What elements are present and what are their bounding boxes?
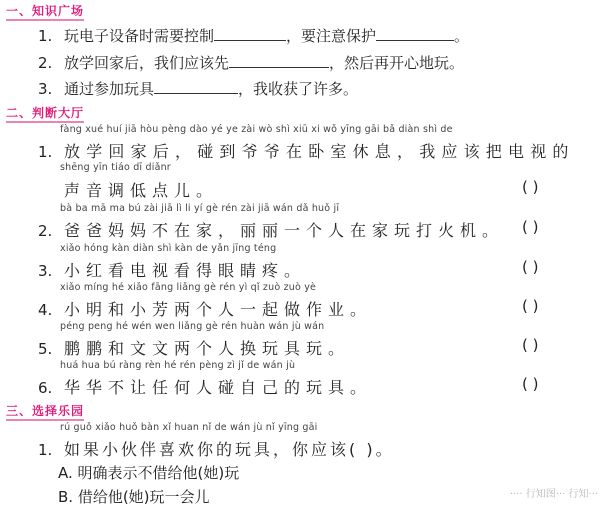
- header-underline: [6, 121, 84, 123]
- pinyin-row: fàng xué huí jiā hòu pèng dào yé ye zài wò shì xiū xi wǒ yīng gāi bǎ diàn shì de: [60, 124, 453, 135]
- answer-blank[interactable]: [154, 79, 238, 94]
- header-underline: [6, 19, 84, 21]
- watermark: ···· 行知图··· 行知···: [509, 489, 598, 500]
- question-text-part: 玩电子设备时需要控制: [64, 27, 215, 45]
- answer-parentheses[interactable]: ( ): [522, 336, 539, 354]
- judge-question-5: [38, 336, 350, 359]
- answer-blank[interactable]: [214, 26, 286, 41]
- question-text: 华华不让任何人碰自己的玩具。: [64, 378, 373, 397]
- answer-parentheses[interactable]: ( ): [522, 297, 539, 315]
- fill-question-1: [38, 25, 469, 46]
- pinyin-row: shēng yīn tiáo dī diǎnr: [60, 162, 171, 173]
- question-number: 5.: [38, 340, 53, 358]
- pinyin-row: xiǎo míng hé xiǎo fāng liǎng gè rén yì qǐ zuò zuò yè: [60, 282, 317, 293]
- question-text-part: 放学回家后，我们应该先: [64, 54, 230, 72]
- question-text-continued: 声音调低点儿。: [64, 181, 219, 200]
- pinyin-row: péng peng hé wén wen liǎng gè rén huàn wán jù wán: [60, 321, 325, 332]
- choice-question-1: [38, 437, 395, 460]
- section-header-choice: [6, 402, 84, 419]
- answer-blank[interactable]: [376, 26, 454, 41]
- question-text: 如果小伙伴喜欢你的玩具，你应该( )。: [64, 440, 395, 459]
- question-text: 小明和小芳两个人一起做作业。: [64, 300, 373, 319]
- question-number: 6.: [38, 379, 53, 397]
- question-number: 2.: [38, 222, 53, 240]
- question-number: 2.: [38, 54, 53, 72]
- question-text-part: ，要注意保护: [286, 27, 377, 45]
- question-text: 鹏鹏和文文两个人换玩具玩。: [64, 339, 351, 358]
- pinyin-row: rú guǒ xiǎo huǒ bàn xǐ huan nǐ de wán jù nǐ yīng gāi: [60, 422, 318, 433]
- question-text-part: 。: [454, 27, 470, 45]
- question-number: 3.: [38, 80, 53, 98]
- judge-question-3: [38, 258, 306, 281]
- question-text: 爸爸妈妈不在家，丽丽一个人在家玩打火机。: [64, 221, 505, 240]
- header-underline: [6, 419, 84, 421]
- question-number: 1.: [38, 143, 53, 161]
- question-text-part: 通过参加玩具: [64, 80, 155, 98]
- answer-parentheses[interactable]: ( ): [522, 178, 539, 196]
- section-title: 三、选择乐园: [6, 404, 85, 418]
- question-number: 3.: [38, 262, 53, 280]
- question-text-part: ，我收获了许多。: [238, 80, 359, 98]
- pinyin-row: huá hua bú ràng rèn hé rén pèng zì jǐ de wán jù: [60, 360, 296, 371]
- answer-parentheses[interactable]: ( ): [522, 375, 539, 393]
- answer-blank[interactable]: [229, 53, 329, 68]
- judge-question-6: [38, 375, 372, 398]
- question-number: 4.: [38, 301, 53, 319]
- question-text: 小红看电视看得眼睛疼。: [64, 261, 307, 280]
- question-number: 1.: [38, 27, 53, 45]
- judge-question-1: [38, 139, 575, 162]
- option-b[interactable]: B. 借给他(她)玩一会儿: [58, 488, 210, 506]
- answer-parentheses[interactable]: ( ): [522, 258, 539, 276]
- answer-parentheses[interactable]: ( ): [522, 218, 539, 236]
- judge-question-4: [38, 297, 372, 320]
- section-title: 一、知识广场: [6, 4, 85, 18]
- question-number: 1.: [38, 441, 53, 459]
- fill-question-2: [38, 52, 464, 73]
- judge-question-2: [38, 218, 504, 241]
- fill-question-3: [38, 78, 358, 99]
- pinyin-row: xiǎo hóng kàn diàn shì kàn de yǎn jīng téng: [60, 243, 277, 254]
- section-header-knowledge: [6, 2, 84, 19]
- option-a[interactable]: A. 明确表示不借给他(她)玩: [58, 464, 240, 482]
- question-text-part: ，然后再开心地玩。: [329, 54, 465, 72]
- section-header-judgement: [6, 104, 84, 121]
- pinyin-row: bà ba mā ma bú zài jiā lì li yí gè rén zài jiā wán dǎ huǒ jī: [60, 203, 340, 214]
- question-text: 放学回家后，碰到爷爷在卧室休息，我应该把电视的: [64, 142, 575, 161]
- section-title: 二、判断大厅: [6, 106, 85, 120]
